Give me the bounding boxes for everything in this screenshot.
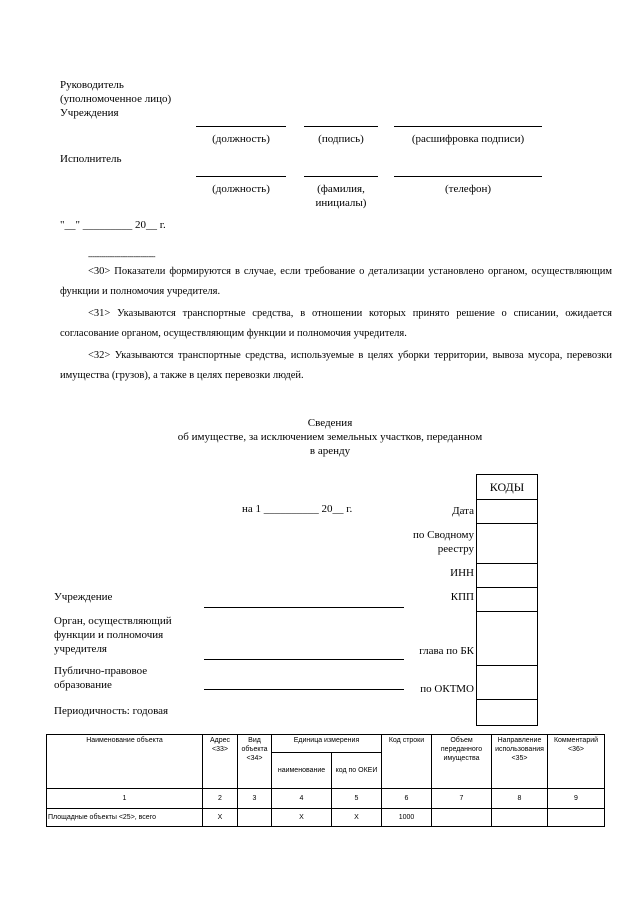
cell-unit-code: X bbox=[332, 809, 382, 827]
head-label-line2: (уполномоченное лицо) bbox=[60, 93, 172, 105]
header-address: Адрес <33> bbox=[203, 735, 238, 789]
cell-comment bbox=[548, 809, 605, 827]
header-volume: Объем переданного имущества bbox=[432, 735, 492, 789]
label-public-2: образование bbox=[54, 679, 112, 691]
col-number: 2 bbox=[203, 789, 238, 809]
header-unit-name: наименование bbox=[272, 753, 332, 789]
footnote-32: <32> Указываются транспортные средства, используемые в целях уборки территории, вывоза мусора, перевозки имущества (грузов), а также в целях перевозки людей. bbox=[60, 350, 612, 381]
executor-position-line bbox=[196, 176, 286, 177]
header-unit-code: код по ОКЕИ bbox=[332, 753, 382, 789]
head-signature-line bbox=[304, 126, 378, 127]
cell-direction bbox=[492, 809, 548, 827]
label-organ-2: функции и полномочия bbox=[54, 629, 164, 641]
code-label-oktmo: по ОКТМО bbox=[420, 683, 474, 695]
label-organ-3: учредителя bbox=[54, 643, 107, 655]
table-row bbox=[47, 809, 605, 827]
executor-caption-position: (должность) bbox=[212, 183, 270, 195]
col-number: 5 bbox=[332, 789, 382, 809]
cell-type bbox=[238, 809, 272, 827]
header-name: Наименование объекта bbox=[47, 735, 203, 789]
footnote-30: <30> Показатели формируются в случае, если требование о детализации установлено органом, осуществляющим функции и полномочия учредителя. bbox=[60, 266, 612, 297]
executor-phone-line bbox=[394, 176, 542, 177]
header-direction: Направление использования <35> bbox=[492, 735, 548, 789]
head-caption-decoding: (расшифровка подписи) bbox=[411, 133, 525, 145]
section-title-3: в аренду bbox=[309, 445, 351, 457]
col-number: 6 bbox=[382, 789, 432, 809]
cell-row-code: 1000 bbox=[382, 809, 432, 827]
head-caption-signature: (подпись) bbox=[318, 133, 364, 145]
codes-header: КОДЫ bbox=[477, 475, 537, 500]
label-public-1: Публично-правовое bbox=[54, 665, 148, 677]
code-label-date: Дата bbox=[452, 505, 474, 517]
code-label-inn: ИНН bbox=[450, 567, 474, 579]
label-institution: Учреждение bbox=[54, 591, 113, 603]
label-organ-1: Орган, осуществляющий bbox=[54, 615, 172, 627]
head-label-line1: Руководитель bbox=[60, 79, 124, 91]
header-type: Вид объекта <34> bbox=[238, 735, 272, 789]
head-caption-position: (должность) bbox=[212, 133, 270, 145]
col-number: 7 bbox=[432, 789, 492, 809]
head-label-line3: Учреждения bbox=[60, 107, 119, 119]
header-row-code: Код строки bbox=[382, 735, 432, 789]
codes-box bbox=[476, 474, 538, 726]
code-label-svod-2: реестру bbox=[437, 543, 474, 555]
cell-unit-name: X bbox=[272, 809, 332, 827]
organ-line bbox=[204, 659, 404, 660]
col-number: 8 bbox=[492, 789, 548, 809]
public-line bbox=[204, 689, 404, 690]
head-decoding-line bbox=[394, 126, 542, 127]
section-title-1: Сведения bbox=[307, 417, 353, 429]
footnote-31: <31> Указываются транспортные средства, в отношении которых принято решение о списании, ожидается согласование органом, осуществляющим функции и полномочия учредителя. bbox=[60, 308, 612, 339]
cell-volume bbox=[432, 809, 492, 827]
col-number: 9 bbox=[548, 789, 605, 809]
label-periodicity: Периодичность: годовая bbox=[54, 705, 169, 717]
col-number: 1 bbox=[47, 789, 203, 809]
executor-caption-phone: (телефон) bbox=[444, 183, 492, 195]
header-comment: Комментарий <36> bbox=[548, 735, 605, 789]
as-of-date: на 1 __________ 20__ г. bbox=[242, 503, 353, 515]
executor-name-line bbox=[304, 176, 378, 177]
head-position-line bbox=[196, 126, 286, 127]
code-label-kpp: КПП bbox=[450, 591, 474, 603]
executor-caption-name-1: (фамилия, bbox=[317, 183, 365, 195]
date-line: "__" _________ 20__ г. bbox=[60, 219, 166, 231]
cell-name: Площадные объекты <25>, всего bbox=[47, 809, 203, 827]
cell-address: X bbox=[203, 809, 238, 827]
footnote-separator: ------------------------------- bbox=[88, 252, 156, 261]
property-table bbox=[46, 734, 605, 827]
section-title-2: об имуществе, за исключением земельных участков, переданном bbox=[177, 431, 483, 443]
executor-label: Исполнитель bbox=[60, 153, 122, 165]
code-label-bk: глава по БК bbox=[419, 645, 474, 657]
col-number: 4 bbox=[272, 789, 332, 809]
institution-line bbox=[204, 607, 404, 608]
header-unit: Единица измерения bbox=[272, 735, 382, 753]
executor-caption-name-2: инициалы) bbox=[315, 197, 367, 209]
col-number: 3 bbox=[238, 789, 272, 809]
code-label-svod-1: по Сводному bbox=[412, 529, 474, 541]
